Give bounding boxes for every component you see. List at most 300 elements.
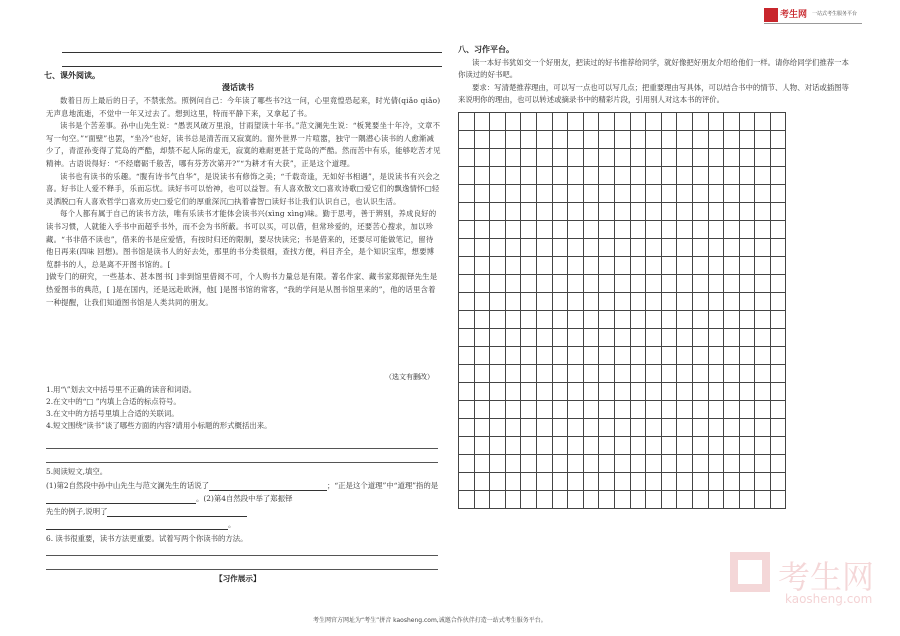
grid-cell[interactable] (709, 401, 725, 419)
grid-cell[interactable] (584, 419, 600, 437)
grid-cell[interactable] (740, 419, 756, 437)
grid-cell[interactable] (506, 365, 522, 383)
grid-cell[interactable] (755, 185, 771, 203)
grid-cell[interactable] (459, 329, 475, 347)
grid-cell[interactable] (771, 131, 787, 149)
grid-cell[interactable] (459, 203, 475, 221)
grid-cell[interactable] (724, 257, 740, 275)
grid-cell[interactable] (693, 383, 709, 401)
grid-cell[interactable] (646, 149, 662, 167)
grid-cell[interactable] (568, 365, 584, 383)
grid-cell[interactable] (459, 419, 475, 437)
grid-cell[interactable] (584, 239, 600, 257)
grid-cell[interactable] (771, 149, 787, 167)
grid-cell[interactable] (646, 293, 662, 311)
grid-cell[interactable] (646, 185, 662, 203)
grid-cell[interactable] (584, 131, 600, 149)
grid-cell[interactable] (631, 329, 647, 347)
grid-cell[interactable] (693, 293, 709, 311)
grid-cell[interactable] (459, 473, 475, 491)
grid-cell[interactable] (506, 113, 522, 131)
grid-cell[interactable] (475, 329, 491, 347)
grid-cell[interactable] (599, 401, 615, 419)
grid-cell[interactable] (490, 149, 506, 167)
grid-cell[interactable] (709, 185, 725, 203)
grid-cell[interactable] (662, 203, 678, 221)
grid-cell[interactable] (537, 311, 553, 329)
grid-cell[interactable] (662, 455, 678, 473)
grid-cell[interactable] (568, 311, 584, 329)
grid-cell[interactable] (724, 383, 740, 401)
grid-cell[interactable] (537, 239, 553, 257)
grid-cell[interactable] (631, 419, 647, 437)
grid-cell[interactable] (490, 293, 506, 311)
grid-cell[interactable] (506, 437, 522, 455)
grid-cell[interactable] (568, 221, 584, 239)
grid-cell[interactable] (553, 455, 569, 473)
grid-cell[interactable] (755, 113, 771, 131)
grid-cell[interactable] (693, 437, 709, 455)
grid-cell[interactable] (599, 455, 615, 473)
grid-cell[interactable] (724, 491, 740, 509)
grid-cell[interactable] (740, 491, 756, 509)
grid-cell[interactable] (693, 455, 709, 473)
grid-cell[interactable] (615, 149, 631, 167)
grid-cell[interactable] (568, 419, 584, 437)
grid-cell[interactable] (584, 401, 600, 419)
grid-cell[interactable] (631, 275, 647, 293)
grid-cell[interactable] (677, 257, 693, 275)
grid-cell[interactable] (709, 221, 725, 239)
grid-cell[interactable] (490, 383, 506, 401)
grid-cell[interactable] (755, 149, 771, 167)
grid-cell[interactable] (599, 203, 615, 221)
grid-cell[interactable] (568, 293, 584, 311)
grid-cell[interactable] (506, 221, 522, 239)
grid-cell[interactable] (615, 167, 631, 185)
grid-cell[interactable] (693, 167, 709, 185)
grid-cell[interactable] (755, 131, 771, 149)
grid-cell[interactable] (599, 419, 615, 437)
grid-cell[interactable] (475, 257, 491, 275)
grid-cell[interactable] (615, 113, 631, 131)
grid-cell[interactable] (553, 365, 569, 383)
grid-cell[interactable] (677, 293, 693, 311)
grid-cell[interactable] (631, 383, 647, 401)
grid-cell[interactable] (693, 149, 709, 167)
grid-cell[interactable] (755, 455, 771, 473)
grid-cell[interactable] (553, 203, 569, 221)
grid-cell[interactable] (677, 365, 693, 383)
grid-cell[interactable] (568, 473, 584, 491)
grid-cell[interactable] (646, 455, 662, 473)
grid-cell[interactable] (553, 329, 569, 347)
grid-cell[interactable] (646, 167, 662, 185)
grid-cell[interactable] (631, 167, 647, 185)
grid-cell[interactable] (677, 491, 693, 509)
grid-cell[interactable] (740, 329, 756, 347)
grid-cell[interactable] (506, 455, 522, 473)
grid-cell[interactable] (475, 437, 491, 455)
grid-cell[interactable] (709, 311, 725, 329)
grid-cell[interactable] (490, 203, 506, 221)
grid-cell[interactable] (755, 401, 771, 419)
grid-cell[interactable] (724, 401, 740, 419)
grid-cell[interactable] (615, 311, 631, 329)
grid-cell[interactable] (771, 239, 787, 257)
grid-cell[interactable] (537, 185, 553, 203)
grid-cell[interactable] (568, 437, 584, 455)
grid-cell[interactable] (646, 257, 662, 275)
grid-cell[interactable] (537, 167, 553, 185)
grid-cell[interactable] (459, 437, 475, 455)
grid-cell[interactable] (537, 365, 553, 383)
grid-cell[interactable] (459, 221, 475, 239)
grid-cell[interactable] (709, 203, 725, 221)
writing-grid[interactable] (458, 112, 786, 509)
grid-cell[interactable] (506, 149, 522, 167)
grid-cell[interactable] (537, 401, 553, 419)
grid-cell[interactable] (724, 185, 740, 203)
grid-cell[interactable] (459, 149, 475, 167)
grid-cell[interactable] (568, 329, 584, 347)
grid-cell[interactable] (755, 491, 771, 509)
grid-cell[interactable] (521, 185, 537, 203)
grid-cell[interactable] (646, 419, 662, 437)
grid-cell[interactable] (755, 275, 771, 293)
grid-cell[interactable] (521, 419, 537, 437)
grid-cell[interactable] (490, 455, 506, 473)
grid-cell[interactable] (553, 185, 569, 203)
grid-cell[interactable] (646, 491, 662, 509)
grid-cell[interactable] (631, 149, 647, 167)
grid-cell[interactable] (646, 347, 662, 365)
grid-cell[interactable] (537, 329, 553, 347)
grid-cell[interactable] (553, 401, 569, 419)
grid-cell[interactable] (584, 347, 600, 365)
grid-cell[interactable] (475, 491, 491, 509)
grid-cell[interactable] (537, 347, 553, 365)
grid-cell[interactable] (521, 113, 537, 131)
grid-cell[interactable] (459, 401, 475, 419)
grid-cell[interactable] (662, 113, 678, 131)
grid-cell[interactable] (584, 329, 600, 347)
grid-cell[interactable] (568, 275, 584, 293)
grid-cell[interactable] (771, 491, 787, 509)
grid-cell[interactable] (568, 113, 584, 131)
grid-cell[interactable] (615, 293, 631, 311)
grid-cell[interactable] (693, 419, 709, 437)
grid-cell[interactable] (755, 383, 771, 401)
grid-cell[interactable] (724, 365, 740, 383)
grid-cell[interactable] (771, 383, 787, 401)
grid-cell[interactable] (693, 131, 709, 149)
grid-cell[interactable] (740, 365, 756, 383)
grid-cell[interactable] (740, 455, 756, 473)
grid-cell[interactable] (662, 473, 678, 491)
grid-cell[interactable] (662, 149, 678, 167)
grid-cell[interactable] (553, 149, 569, 167)
grid-cell[interactable] (646, 473, 662, 491)
grid-cell[interactable] (677, 311, 693, 329)
grid-cell[interactable] (740, 221, 756, 239)
grid-cell[interactable] (475, 185, 491, 203)
grid-cell[interactable] (521, 311, 537, 329)
grid-cell[interactable] (646, 113, 662, 131)
grid-cell[interactable] (677, 239, 693, 257)
grid-cell[interactable] (475, 221, 491, 239)
grid-cell[interactable] (755, 239, 771, 257)
grid-cell[interactable] (631, 311, 647, 329)
grid-cell[interactable] (521, 203, 537, 221)
grid-cell[interactable] (506, 239, 522, 257)
grid-cell[interactable] (521, 455, 537, 473)
grid-cell[interactable] (631, 365, 647, 383)
grid-cell[interactable] (599, 239, 615, 257)
grid-cell[interactable] (755, 311, 771, 329)
grid-cell[interactable] (537, 149, 553, 167)
grid-cell[interactable] (662, 257, 678, 275)
grid-cell[interactable] (724, 239, 740, 257)
grid-cell[interactable] (740, 275, 756, 293)
grid-cell[interactable] (553, 131, 569, 149)
grid-cell[interactable] (709, 239, 725, 257)
grid-cell[interactable] (553, 167, 569, 185)
grid-cell[interactable] (724, 203, 740, 221)
grid-cell[interactable] (646, 221, 662, 239)
grid-cell[interactable] (755, 203, 771, 221)
grid-cell[interactable] (475, 131, 491, 149)
grid-cell[interactable] (740, 131, 756, 149)
grid-cell[interactable] (677, 167, 693, 185)
grid-cell[interactable] (740, 239, 756, 257)
grid-cell[interactable] (724, 311, 740, 329)
grid-cell[interactable] (693, 185, 709, 203)
grid-cell[interactable] (771, 113, 787, 131)
grid-cell[interactable] (646, 329, 662, 347)
grid-cell[interactable] (615, 275, 631, 293)
grid-cell[interactable] (755, 221, 771, 239)
grid-cell[interactable] (740, 185, 756, 203)
grid-cell[interactable] (662, 221, 678, 239)
grid-cell[interactable] (646, 275, 662, 293)
grid-cell[interactable] (506, 167, 522, 185)
grid-cell[interactable] (553, 473, 569, 491)
grid-cell[interactable] (646, 365, 662, 383)
grid-cell[interactable] (537, 275, 553, 293)
grid-cell[interactable] (537, 221, 553, 239)
grid-cell[interactable] (662, 167, 678, 185)
grid-cell[interactable] (521, 167, 537, 185)
grid-cell[interactable] (537, 419, 553, 437)
grid-cell[interactable] (615, 221, 631, 239)
grid-cell[interactable] (553, 275, 569, 293)
grid-cell[interactable] (709, 293, 725, 311)
grid-cell[interactable] (599, 131, 615, 149)
grid-cell[interactable] (662, 365, 678, 383)
grid-cell[interactable] (568, 167, 584, 185)
grid-cell[interactable] (662, 491, 678, 509)
grid-cell[interactable] (693, 221, 709, 239)
grid-cell[interactable] (584, 491, 600, 509)
grid-cell[interactable] (568, 185, 584, 203)
grid-cell[interactable] (677, 437, 693, 455)
grid-cell[interactable] (584, 203, 600, 221)
grid-cell[interactable] (709, 257, 725, 275)
grid-cell[interactable] (506, 473, 522, 491)
grid-cell[interactable] (521, 293, 537, 311)
grid-cell[interactable] (677, 329, 693, 347)
grid-cell[interactable] (568, 239, 584, 257)
grid-cell[interactable] (755, 257, 771, 275)
grid-cell[interactable] (568, 401, 584, 419)
grid-cell[interactable] (709, 347, 725, 365)
grid-cell[interactable] (709, 491, 725, 509)
grid-cell[interactable] (475, 473, 491, 491)
grid-cell[interactable] (490, 311, 506, 329)
grid-cell[interactable] (771, 419, 787, 437)
grid-cell[interactable] (521, 131, 537, 149)
grid-cell[interactable] (740, 149, 756, 167)
grid-cell[interactable] (615, 437, 631, 455)
grid-cell[interactable] (584, 365, 600, 383)
grid-cell[interactable] (724, 221, 740, 239)
grid-cell[interactable] (615, 239, 631, 257)
grid-cell[interactable] (662, 185, 678, 203)
grid-cell[interactable] (459, 365, 475, 383)
grid-cell[interactable] (615, 185, 631, 203)
grid-cell[interactable] (459, 185, 475, 203)
grid-cell[interactable] (521, 491, 537, 509)
grid-cell[interactable] (677, 149, 693, 167)
grid-cell[interactable] (755, 437, 771, 455)
grid-cell[interactable] (490, 167, 506, 185)
grid-cell[interactable] (537, 455, 553, 473)
grid-cell[interactable] (740, 473, 756, 491)
grid-cell[interactable] (740, 257, 756, 275)
grid-cell[interactable] (646, 131, 662, 149)
grid-cell[interactable] (475, 149, 491, 167)
grid-cell[interactable] (553, 113, 569, 131)
grid-cell[interactable] (599, 275, 615, 293)
grid-cell[interactable] (459, 491, 475, 509)
grid-cell[interactable] (553, 383, 569, 401)
grid-cell[interactable] (475, 293, 491, 311)
grid-cell[interactable] (724, 131, 740, 149)
grid-cell[interactable] (631, 185, 647, 203)
grid-cell[interactable] (615, 365, 631, 383)
grid-cell[interactable] (506, 311, 522, 329)
grid-cell[interactable] (724, 113, 740, 131)
grid-cell[interactable] (693, 275, 709, 293)
grid-cell[interactable] (490, 257, 506, 275)
grid-cell[interactable] (537, 383, 553, 401)
grid-cell[interactable] (724, 347, 740, 365)
grid-cell[interactable] (584, 437, 600, 455)
grid-cell[interactable] (693, 329, 709, 347)
grid-cell[interactable] (693, 401, 709, 419)
grid-cell[interactable] (615, 473, 631, 491)
grid-cell[interactable] (475, 113, 491, 131)
grid-cell[interactable] (584, 257, 600, 275)
grid-cell[interactable] (771, 203, 787, 221)
grid-cell[interactable] (599, 257, 615, 275)
grid-cell[interactable] (521, 257, 537, 275)
grid-cell[interactable] (599, 383, 615, 401)
grid-cell[interactable] (521, 401, 537, 419)
grid-cell[interactable] (584, 275, 600, 293)
grid-cell[interactable] (755, 365, 771, 383)
grid-cell[interactable] (677, 383, 693, 401)
grid-cell[interactable] (631, 473, 647, 491)
q5-blank-1[interactable] (209, 481, 327, 491)
grid-cell[interactable] (677, 275, 693, 293)
grid-cell[interactable] (677, 131, 693, 149)
grid-cell[interactable] (724, 329, 740, 347)
grid-cell[interactable] (662, 131, 678, 149)
grid-cell[interactable] (724, 455, 740, 473)
grid-cell[interactable] (521, 347, 537, 365)
grid-cell[interactable] (740, 203, 756, 221)
grid-cell[interactable] (677, 347, 693, 365)
grid-cell[interactable] (490, 329, 506, 347)
grid-cell[interactable] (475, 401, 491, 419)
grid-cell[interactable] (662, 419, 678, 437)
grid-cell[interactable] (631, 491, 647, 509)
grid-cell[interactable] (677, 113, 693, 131)
grid-cell[interactable] (662, 401, 678, 419)
grid-cell[interactable] (459, 293, 475, 311)
grid-cell[interactable] (693, 239, 709, 257)
grid-cell[interactable] (521, 239, 537, 257)
grid-cell[interactable] (490, 239, 506, 257)
grid-cell[interactable] (771, 329, 787, 347)
grid-cell[interactable] (662, 293, 678, 311)
grid-cell[interactable] (490, 275, 506, 293)
grid-cell[interactable] (631, 455, 647, 473)
grid-cell[interactable] (584, 221, 600, 239)
grid-cell[interactable] (568, 491, 584, 509)
grid-cell[interactable] (475, 275, 491, 293)
grid-cell[interactable] (693, 491, 709, 509)
grid-cell[interactable] (584, 455, 600, 473)
grid-cell[interactable] (584, 185, 600, 203)
grid-cell[interactable] (506, 293, 522, 311)
grid-cell[interactable] (490, 347, 506, 365)
grid-cell[interactable] (553, 419, 569, 437)
grid-cell[interactable] (615, 347, 631, 365)
grid-cell[interactable] (568, 131, 584, 149)
grid-cell[interactable] (568, 455, 584, 473)
grid-cell[interactable] (709, 113, 725, 131)
grid-cell[interactable] (709, 329, 725, 347)
grid-cell[interactable] (771, 401, 787, 419)
grid-cell[interactable] (677, 203, 693, 221)
grid-cell[interactable] (506, 257, 522, 275)
grid-cell[interactable] (631, 401, 647, 419)
grid-cell[interactable] (521, 437, 537, 455)
grid-cell[interactable] (662, 311, 678, 329)
grid-cell[interactable] (568, 383, 584, 401)
grid-cell[interactable] (740, 167, 756, 185)
grid-cell[interactable] (537, 131, 553, 149)
grid-cell[interactable] (568, 149, 584, 167)
grid-cell[interactable] (599, 491, 615, 509)
grid-cell[interactable] (724, 293, 740, 311)
grid-cell[interactable] (631, 293, 647, 311)
grid-cell[interactable] (755, 347, 771, 365)
grid-cell[interactable] (693, 113, 709, 131)
